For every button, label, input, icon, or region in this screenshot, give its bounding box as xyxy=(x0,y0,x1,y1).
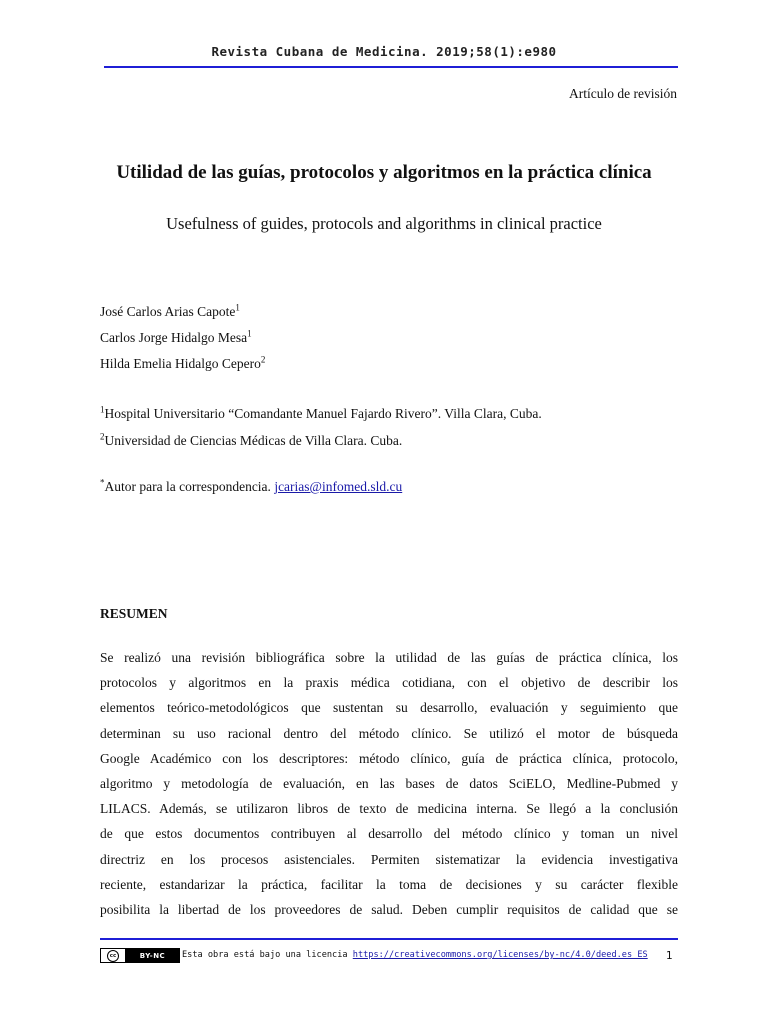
abstract-body xyxy=(100,645,678,922)
footer-rule xyxy=(100,938,678,940)
author-sup: 2 xyxy=(260,354,266,365)
affiliation-text: Hospital Universitario “Comandante Manuel Fajardo Rivero”. Villa Clara, Cuba. xyxy=(104,406,542,421)
license-notice xyxy=(182,950,648,960)
resumen-heading: RESUMEN xyxy=(100,606,168,621)
author-name: José Carlos Arias Capote xyxy=(100,304,236,319)
abstract-line: reciente, estandarizar la práctica, facilitar la toma de decisiones y su carácter flexible xyxy=(100,876,678,892)
author-list xyxy=(100,299,265,377)
abstract-line: Google Académico con los descriptores: método clínico, guía de práctica clínica, protocolo, xyxy=(100,750,678,766)
author xyxy=(100,351,265,377)
title-spanish: Utilidad de las guías, protocolos y algoritmos en la práctica clínica xyxy=(116,162,652,183)
author-name: Hilda Emelia Hidalgo Cepero xyxy=(100,356,261,371)
author-name: Carlos Jorge Hidalgo Mesa xyxy=(100,330,248,345)
header-rule xyxy=(104,66,678,68)
abstract-line: posibilita la libertad de los proveedores de salud. Deben cumplir requisitos de calidad que se xyxy=(100,901,678,917)
affiliation-sup: 2 xyxy=(100,431,105,442)
cc-circle: cc xyxy=(107,950,119,962)
affiliation-list xyxy=(100,400,542,454)
abstract-line: elementos teórico-metodológicos que sustentan su desarrollo, evaluación y seguimiento que xyxy=(100,700,678,716)
page-number: 1 xyxy=(666,950,673,962)
abstract-line: determinan su uso racional dentro del método clínico. Se utilizó el motor de búsqueda xyxy=(100,725,678,741)
license-link[interactable]: https://creativecommons.org/licenses/by-nc/4.0/deed.es_ES xyxy=(352,950,648,960)
affiliation-text: Universidad de Ciencias Médicas de Villa Clara. Cuba. xyxy=(104,433,403,448)
abstract-line: de que estos documentos contribuyen al desarrollo del método clínico y toman un nivel xyxy=(100,826,678,842)
abstract-line: LILACS. Además, se utilizaron libros de texto de medicina interna. Se llegó a la conclusión xyxy=(100,801,678,817)
abstract-line: directriz en los procesos asistenciales. Permiten sistematizar la evidencia investigativa xyxy=(100,851,678,867)
cc-license-badge[interactable] xyxy=(100,948,180,963)
abstract-line: Se realizó una revisión bibliográfica sobre la utilidad de las guías de práctica clínica, los xyxy=(100,650,678,665)
abstract-line: protocolos y algoritmos en la praxis médica cotidiana, con el objetivo de describir los xyxy=(100,675,678,691)
author-sup: 1 xyxy=(235,302,240,313)
article-type: Artículo de revisión xyxy=(569,86,677,101)
author xyxy=(100,299,265,325)
title-english: Usefulness of guides, protocols and algorithms in clinical practice xyxy=(166,214,602,233)
correspondence-label: Autor para la correspondencia. xyxy=(104,479,271,494)
correspondence-email-link[interactable]: jcarias@infomed.sld.cu xyxy=(274,479,403,494)
journal-header: Revista Cubana de Medicina. 2019;58(1):e980 xyxy=(211,44,557,59)
author xyxy=(100,325,265,351)
affiliation xyxy=(100,427,542,454)
cc-logo-icon xyxy=(101,949,126,962)
correspondence xyxy=(100,479,402,495)
affiliation-sup: 1 xyxy=(100,404,105,415)
author-sup: 1 xyxy=(247,328,252,339)
correspondence-sup: * xyxy=(100,477,105,488)
cc-badge-label: BY-NC xyxy=(126,949,179,962)
affiliation xyxy=(100,400,542,427)
license-text: Esta obra está bajo una licencia xyxy=(182,950,348,960)
abstract-line: algoritmo y metodología de evaluación, en las bases de datos SciELO, Medline-Pubmed y xyxy=(100,775,678,791)
